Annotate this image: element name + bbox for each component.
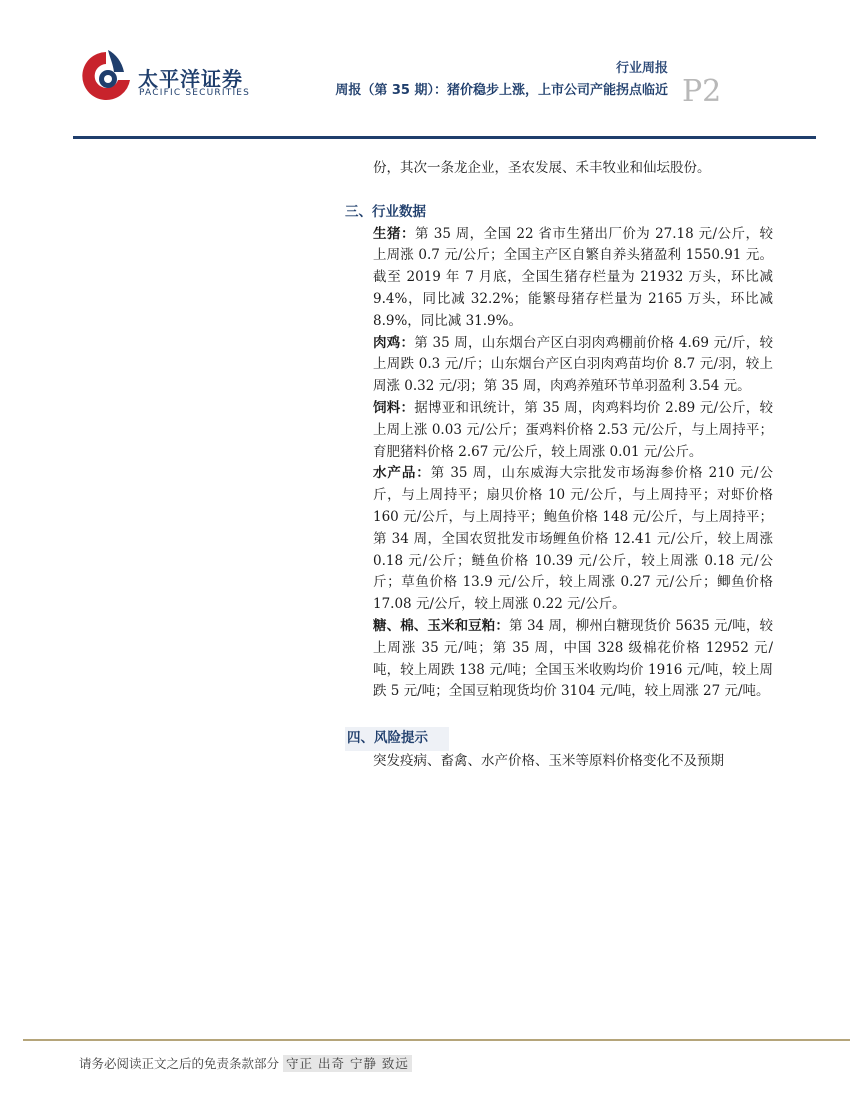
report-body [345, 158, 773, 773]
risk-text: 突发疫病、畜禽、水产价格、玉米等原料价格变化不及预期 [373, 752, 724, 769]
item-text: 据博亚和讯统计，第 35 周，肉鸡料均价 2.89 元/公斤，较上周上涨 0.03 元/公斤；蛋鸡料价格 2.53 元/公斤，与上周持平；育肥猪料价格 2.67 元/公斤，较上周涨 0.01 元/公斤。 [373, 399, 774, 460]
data-item-hogs [345, 224, 773, 333]
item-text: 第 34 周，柳州白糖现货价 5635 元/吨，较上周涨 35 元/吨；第 35 周，中国 328 级棉花价格 12952 元/吨，较上周跌 138 元/吨；全国玉米收购均价 1916 元/吨，较上周跌 5 元/吨；全国豆粕现货均价 3104 元/吨，较上周涨 27 元/吨。 [373, 617, 773, 700]
footer [79, 1054, 412, 1072]
item-label: 生猪： [373, 225, 415, 242]
brand-name-en: PACIFIC SECURITIES [139, 88, 251, 98]
item-label: 水产品： [373, 465, 431, 482]
section-heading-risk: 四、风险提示 [345, 727, 449, 751]
item-label: 饲料： [373, 399, 415, 416]
footer-divider [23, 1039, 850, 1041]
item-text: 第 35 周，山东威海大宗批发市场海参价格 210 元/公斤，与上周持平；扇贝价格 10 元/公斤，与上周持平；对虾价格 160 元/公斤，与上周持平；鲍鱼价格 148 元/公斤，与上周持平；第 34 周，全国农贸批发市场鲤鱼价格 12.41 元/公斤，较上周涨 0.18 元/公斤；鲢鱼价格 10.39 元/公斤，较上周涨 0.18 元/公斤；草鱼价格 13.9 元/公斤，较上周涨 0.27 元/公斤；鲫鱼价格 17.08 元/公斤，较上周涨 0.22 元/公斤。 [373, 465, 773, 613]
footer-disclaimer: 请务必阅读正文之后的免责条款部分 [79, 1056, 280, 1071]
item-text: 第 35 周，山东烟台产区白羽肉鸡棚前价格 4.69 元/斤，较上周跌 0.3 元/斤；山东烟台产区白羽肉鸡苗均价 8.7 元/羽，较上周涨 0.32 元/羽；第 35 周，肉鸡养殖环节单羽盈利 3.54 元。 [373, 334, 774, 395]
section-heading-industry-data: 三、行业数据 [345, 203, 426, 220]
item-label: 肉鸡： [373, 334, 415, 351]
footer-motto: 守正 出奇 宁静 致远 [283, 1055, 412, 1072]
item-label: 糖、棉、玉米和豆粕： [373, 617, 509, 634]
report-title: 周报（第 35 期）：猪价稳步上涨，上市公司产能拐点临近 [335, 83, 668, 98]
intro-continuation: 份，其次一条龙企业，圣农发展、禾丰牧业和仙坛股份。 [373, 160, 711, 176]
header-divider [73, 136, 816, 139]
data-item-broilers [345, 333, 773, 398]
report-type: 行业周报 [615, 61, 668, 76]
page-number: P2 [682, 74, 722, 109]
company-logo [78, 46, 134, 106]
data-item-commodities [345, 616, 773, 703]
data-item-aquatic [345, 463, 773, 616]
brand-name-cn: 太平洋证券 [138, 67, 243, 91]
item-text: 第 35 周，全国 22 省市生猪出厂价为 27.18 元/公斤，较上周涨 0.7 元/公斤；全国主产区自繁自养头猪盈利 1550.91 元。截至 2019 年 7 月底，全国生猪存栏量为 21932 万头，环比减 9.4%，同比减 32.2%；能繁母猪存栏量为 2165 万头，环比减 8.9%，同比减 31.9%。 [373, 225, 773, 329]
data-item-feed [345, 398, 773, 463]
